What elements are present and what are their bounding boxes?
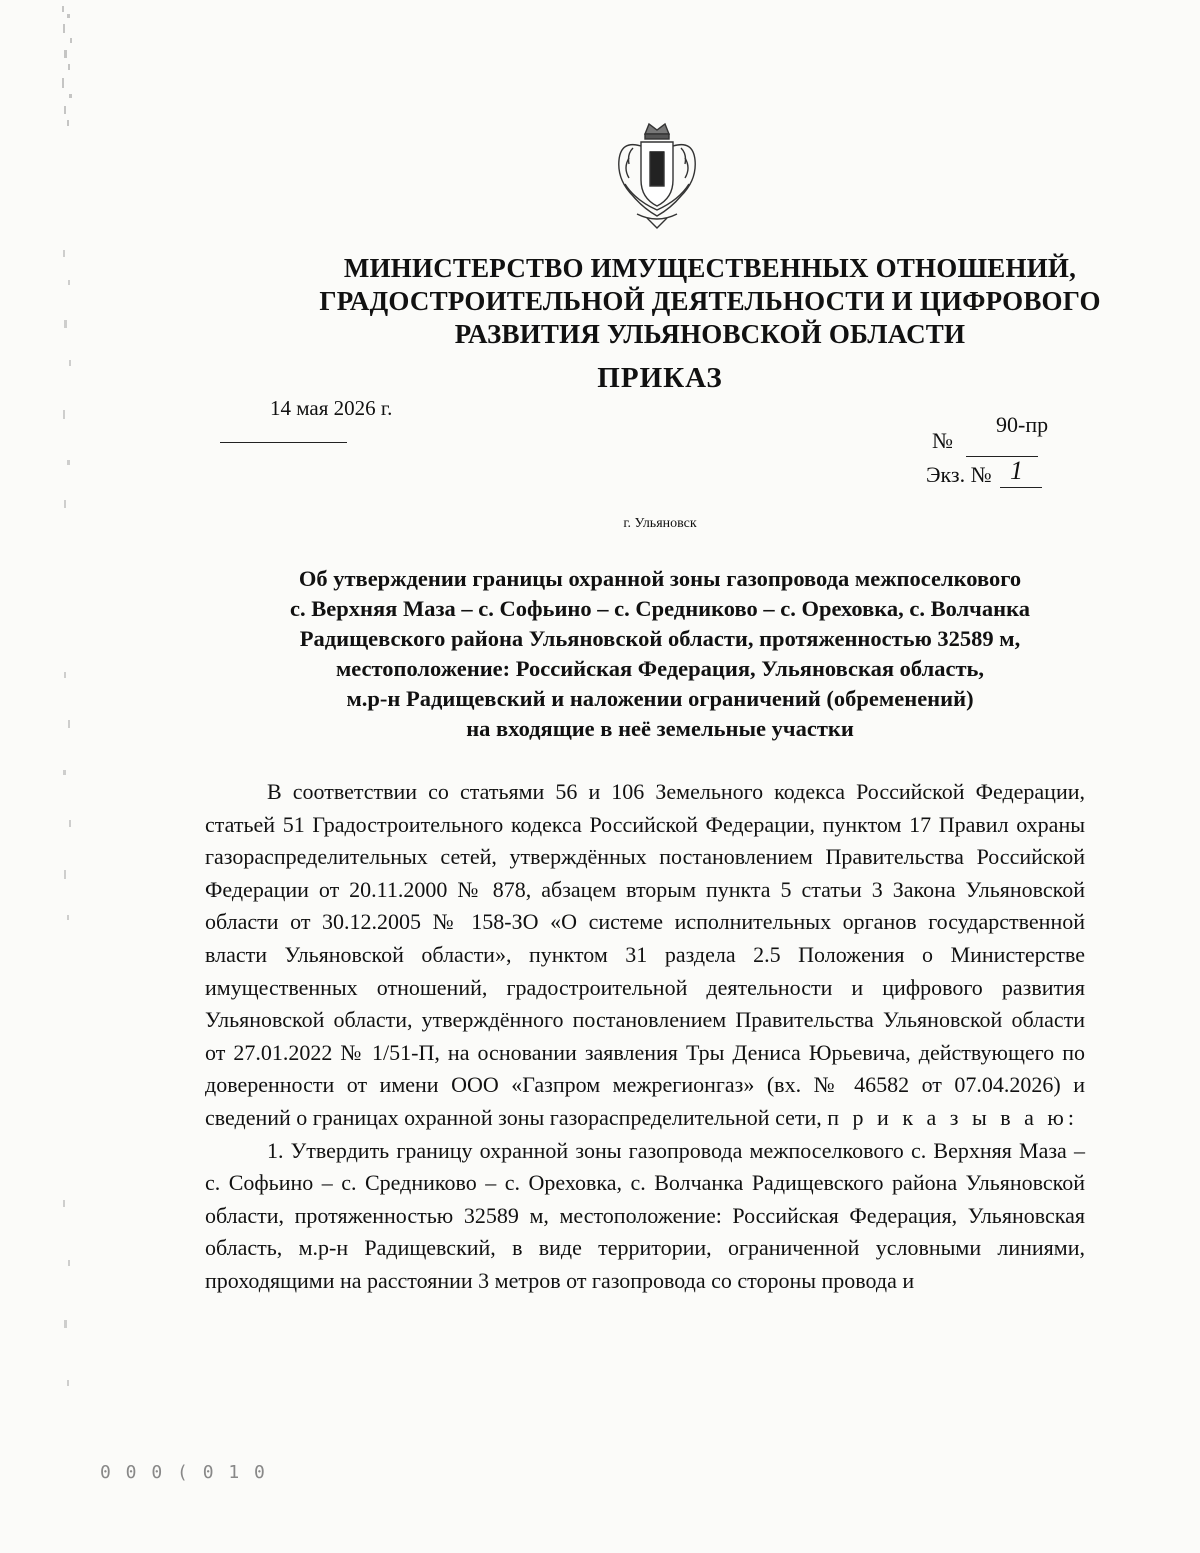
clause-1-paragraph: 1. Утвердить границу охранной зоны газопровода межпоселкового с. Верхняя Маза – с. Софьино – с. Средниково – с. Ореховка, с. Волчанка Радищевского района Ульяновской области, протяженностью 32589 м, местоположение: Российская Федерация, Ульяновская область, м.р-н Радищевский, в виде территории, ограниченной условными линиями, проходящими на расстоянии 3 метров от газопровода со стороны провода и (205, 1137, 1085, 1293)
document-type: ПРИКАЗ (597, 362, 723, 394)
ministry-line: ГРАДОСТРОИТЕЛЬНОЙ ДЕЯТЕЛЬНОСТИ И ЦИФРОВОГО (319, 286, 1101, 316)
title-line: на входящие в неё земельные участки (466, 716, 854, 741)
number-underline (966, 456, 1038, 457)
title-line: местоположение: Российская Федерация, Ульяновская область, (335, 656, 985, 681)
scan-edge-artifact (58, 660, 80, 940)
copy-label: Экз. № (926, 462, 992, 487)
document-body (205, 776, 1085, 1298)
ulyanovsk-coat-of-arms-icon (607, 118, 707, 230)
city: г. Ульяновск (623, 516, 697, 531)
ministry-line: РАЗВИТИЯ УЛЬЯНОВСКОЙ ОБЛАСТИ (454, 319, 966, 349)
scan-edge-artifact (58, 240, 80, 540)
document-date: 14 мая 2026 г. (270, 396, 393, 420)
preamble-text: В соответствии со статьями 56 и 106 Земельного кодекса Российской Федерации, статьей 51 Градостроительного кодекса Российской Федерации, пунктом 17 Правил охраны газораспределительных сетей, утверждённых постановлением Правительства Российской Федерации от 20.11.2000 № 878, абзацем вторым пункта 5 статьи 3 Закона Ульяновской области от 30.12.2005 № 158-ЗО «О системе исполнительных органов государственной власти Ульяновской области», пунктом 31 раздела 2.5 Положения о Министерстве имущественных отношений, градостроительной деятельности и цифрового развития Ульяновской области, утверждённого постановлением Правительства Ульяновской области от 27.01.2022 № 1/51-П, на основании заявления Тры Дениса Юрьевича, действующего по доверенности от имени ООО «Газпром межрегионгаз» (вх. № 46582 от 07.04.2026) и сведений о границах охранной зоны газораспределительной сети, (205, 779, 1085, 1130)
title-line: Радищевского района Ульяновской области, протяженностью 32589 м, (299, 626, 1021, 651)
title-line: м.р-н Радищевский и наложении ограничений (обременений) (346, 686, 974, 711)
title-line: Об утверждении границы охранной зоны газопровода межпоселкового (298, 566, 1022, 591)
scan-edge-artifact (58, 1180, 80, 1420)
preamble-paragraph (205, 776, 1085, 1135)
ministry-line: МИНИСТЕРСТВО ИМУЩЕСТВЕННЫХ ОТНОШЕНИЙ, (343, 253, 1077, 283)
copy-underline (1000, 487, 1042, 488)
ministry-name (280, 252, 1140, 351)
scan-stamp-number: 0 0 0 ( 0 1 0 (100, 1462, 267, 1483)
title-line: с. Верхняя Маза – с. Софьино – с. Средниково – с. Ореховка, с. Волчанка (290, 596, 1030, 621)
scan-edge-artifact (58, 0, 80, 140)
number-label: № (932, 428, 953, 453)
order-word: п р и к а з ы в а ю: (827, 1104, 1078, 1130)
document-title (200, 564, 1120, 744)
copy-number: 1 (1010, 456, 1023, 485)
date-underline (220, 442, 347, 443)
document-number: 90-пр (996, 412, 1049, 437)
